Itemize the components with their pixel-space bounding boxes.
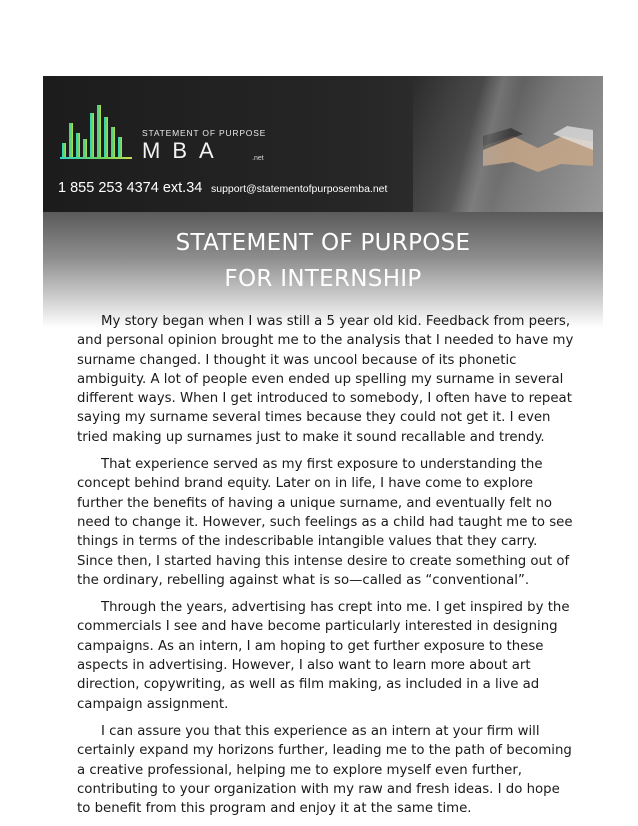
page-title-line-1: STATEMENT OF PURPOSE bbox=[175, 230, 471, 256]
paragraph: That experience served as my first exposure to understanding the concept behind brand equity. Later on in life, I have come to explore further the benefits of having a unique surname, and eventually felt no need to change it. However, such feelings as a child had taught me to see things in terms of the indescribable intangible values that they carry. Since then, I started having this intense desire to create something out of the ordinary, rebelling against what is so—called as “conventional”. bbox=[77, 457, 573, 588]
contact-email: support@statementofpurposemba.net bbox=[211, 183, 388, 195]
paragraph: My story began when I was still a 5 year old kid. Feedback from peers, and personal opinion brought me to the analysis that I needed to have my surname changed. I thought it was uncool because of its phonetic ambiguity. A lot of people even ended up spelling my surname in several different ways. When I get introduced to somebody, I often have to repeat saying my surname several times because they could not get it. I even tried making up surnames just to make it sound recallable and trendy. bbox=[77, 314, 574, 445]
page-title bbox=[43, 225, 603, 297]
header-banner bbox=[43, 76, 603, 212]
contact-phone: 1 855 253 4374 ext.34 bbox=[58, 180, 203, 196]
brand-name: MBA bbox=[142, 138, 226, 163]
brand-tagline: STATEMENT OF PURPOSE bbox=[142, 128, 267, 138]
essay-body bbox=[77, 312, 577, 826]
paragraph: I can assure you that this experience as an intern at your firm will certainly expand my horizons further, leading me to the path of becoming a creative professional, helping me to explore myself even further, contributing to your organization with my raw and fresh ideas. I do hope to benefit from this program and enjoy it at the same time. bbox=[77, 723, 572, 817]
paragraph: Through the years, advertising has crept into me. I get inspired by the commercials I see and have become particularly interested in designing campaigns. As an intern, I am hoping to get further exposure to these aspects in advertising. However, I also want to learn more about art direction, copywriting, as well as film making, as included in a live ad campaign assignment. bbox=[77, 600, 570, 712]
page-title-line-2: FOR INTERNSHIP bbox=[224, 266, 422, 292]
bar-chart-logo-icon bbox=[60, 103, 134, 161]
brand-domain: .net bbox=[252, 155, 264, 162]
